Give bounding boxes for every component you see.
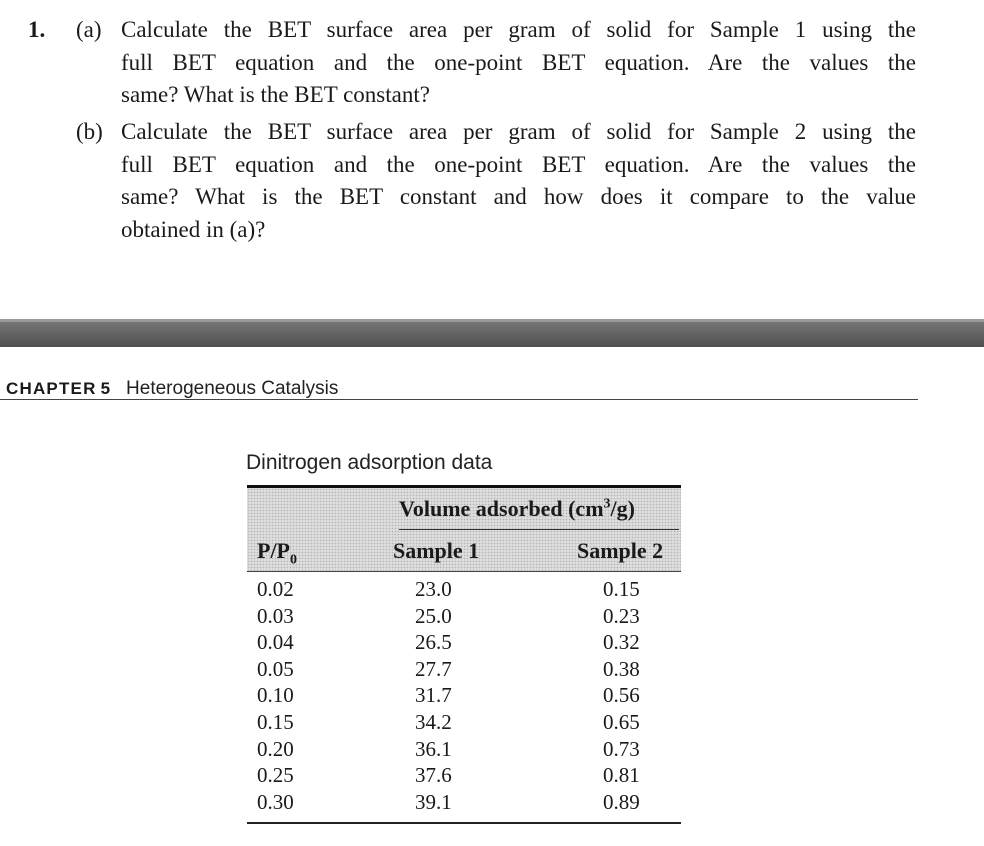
group-header-end: /g) (610, 496, 635, 521)
sample-1-cell: 39.1 (415, 789, 452, 814)
pressure-ratio-cell: 0.05 (257, 656, 294, 681)
sample-1-cell: 34.2 (415, 709, 452, 734)
group-header-rule (399, 529, 679, 530)
text-line: same? What is the BET constant and how does it compare to the value (121, 184, 916, 209)
pressure-ratio-cell: 0.02 (257, 577, 294, 601)
group-header-superscript: 3 (603, 496, 611, 512)
sample-2-cell: 0.81 (603, 763, 640, 788)
text-line: full BET equation and the one-point BET equation. Are the values the (121, 151, 916, 177)
chapter-number: 5 (100, 379, 111, 398)
sample-2-cell: 0.23 (603, 603, 640, 628)
table-row (247, 710, 681, 737)
pressure-ratio-cell: 0.30 (257, 789, 294, 814)
sample-1-cell: 25.0 (415, 603, 452, 628)
sample-2-cell: 0.32 (603, 630, 640, 655)
sample-2-cell: 0.38 (603, 656, 640, 681)
text-line: full BET equation and the one-point BET equation. Are the values the (121, 49, 916, 75)
pressure-ratio-cell: 0.04 (257, 630, 294, 655)
col-header-sample-1: Sample 1 (393, 538, 480, 563)
sample-2-cell: 0.56 (603, 683, 640, 708)
col-header-sample-2: Sample 2 (577, 538, 664, 563)
text-line: Calculate the BET surface area per gram of solid for Sample 2 using the (121, 119, 916, 144)
pressure-ratio-cell: 0.25 (257, 763, 294, 788)
sample-1-cell: 26.5 (415, 630, 452, 655)
part-text (121, 14, 916, 112)
table-row (247, 657, 681, 684)
col0-subscript: 0 (290, 552, 297, 568)
pressure-ratio-cell: 0.15 (257, 709, 294, 734)
text-line: Calculate the BET surface area per gram of solid for Sample 1 using the (121, 17, 916, 42)
part-label: (b) (76, 119, 103, 144)
sample-1-cell: 37.6 (415, 763, 452, 788)
table-row (247, 604, 681, 631)
sample-2-cell: 0.89 (603, 789, 640, 814)
table-header-rule (247, 571, 681, 572)
volume-adsorbed-header (399, 496, 635, 522)
table-row (247, 763, 681, 790)
table-row (247, 683, 681, 710)
table-row (247, 630, 681, 657)
group-header-text: Volume adsorbed (cm (399, 496, 604, 521)
chapter-title: Heterogeneous Catalysis (126, 378, 339, 399)
table-body (247, 577, 681, 816)
table-row (247, 737, 681, 764)
table-caption: Dinitrogen adsorption data (246, 451, 493, 474)
text-line: obtained in (a)? (121, 216, 266, 242)
part-label: (a) (76, 17, 102, 42)
chapter-rule (0, 399, 918, 400)
part-text (121, 116, 916, 246)
chapter-label: CHAPTER (6, 379, 97, 398)
problem-number: 1. (28, 17, 46, 42)
sample-1-cell: 27.7 (415, 656, 452, 681)
pressure-ratio-cell: 0.03 (257, 603, 294, 628)
sample-2-cell: 0.65 (603, 709, 640, 734)
page-divider-bar (0, 319, 984, 347)
sample-1-cell: 36.1 (415, 736, 452, 761)
table-bottom-rule (247, 822, 681, 824)
table-row (247, 790, 681, 817)
text-line: same? What is the BET constant? (121, 82, 430, 107)
pressure-ratio-cell: 0.10 (257, 683, 294, 708)
table-header (247, 488, 681, 571)
sample-2-cell: 0.15 (603, 577, 640, 601)
sample-1-cell: 23.0 (415, 577, 452, 601)
table-row (247, 577, 681, 604)
sample-2-cell: 0.73 (603, 736, 640, 761)
col-header-pressure (257, 538, 297, 568)
sample-1-cell: 31.7 (415, 683, 452, 708)
chapter-header (6, 378, 338, 400)
col0-main: P/P (257, 538, 290, 563)
pressure-ratio-cell: 0.20 (257, 736, 294, 761)
